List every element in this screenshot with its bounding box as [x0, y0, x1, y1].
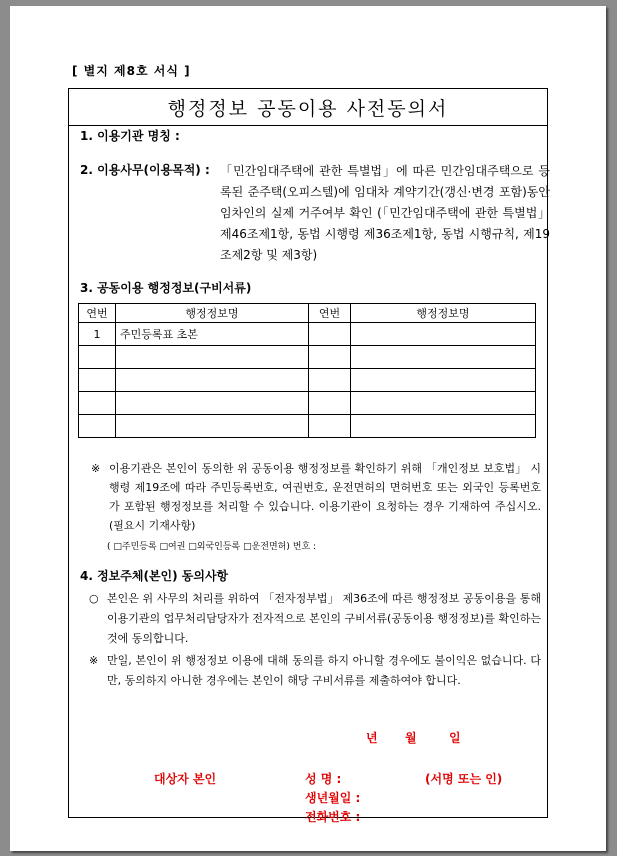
- birthdate-label: 생년월일 :: [305, 791, 361, 805]
- table-cell: 주민등록표 초본: [116, 323, 309, 346]
- date-year-label: 년: [366, 731, 378, 745]
- table-cell: [309, 369, 351, 392]
- page-title: 행정정보 공동이용 사전동의서: [167, 97, 449, 120]
- table-cell: [351, 415, 536, 438]
- table-row: [79, 346, 536, 369]
- document-page: [10, 6, 606, 851]
- table-cell: [79, 369, 116, 392]
- table-row: [79, 369, 536, 392]
- table-cell: [309, 346, 351, 369]
- sign-note: (서명 또는 인): [425, 772, 503, 786]
- note-mark: ※: [91, 462, 101, 475]
- table-cell: [116, 392, 309, 415]
- admin-info-table: [78, 303, 536, 438]
- table-cell: [351, 392, 536, 415]
- table-cell: [79, 346, 116, 369]
- consent-text: 본인은 위 사무의 처리를 위하여 「전자정부법」 제36조에 따른 행정정보 공동이용을 통해 이용기관의 업무처리담당자가 전자적으로 본인의 구비서류(공동이용 행정정보)를 확인하는 것에 동의합니다.: [107, 592, 541, 645]
- date-day-label: 일: [449, 731, 461, 745]
- id-type-checkboxes[interactable]: ( □주민등록 □여권 □외국인등록 □운전면허) 번호 :: [107, 542, 317, 552]
- form-frame: [68, 88, 550, 824]
- table-cell: [116, 369, 309, 392]
- table-cell: [351, 323, 536, 346]
- org-name-label: 1. 이용기관 명칭 :: [80, 129, 180, 143]
- table-cell: [351, 346, 536, 369]
- purpose-text: 「민간임대주택에 관한 특별법」에 따른 민간임대주택으로 등록된 준주택(오피스텔)에 임대차 계약기간(갱신·변경 포함)동안 임차인의 실제 거주여부 확인 (「민간임대주택에 관한 특별법」 제46조제1항, 동법 시행령 제36조제1항, 동법 시행규칙, 제19조제2항 및 제3항): [220, 164, 550, 262]
- form-number-label: [ 별지 제8호 서식 ]: [72, 64, 191, 78]
- header-no-2: 연번: [309, 304, 351, 323]
- header-name-1: 행정정보명: [116, 304, 309, 323]
- table-cell: [309, 415, 351, 438]
- name-label: 성 명 :: [305, 772, 342, 786]
- table-cell: [116, 346, 309, 369]
- header-name-2: 행정정보명: [351, 304, 536, 323]
- table-cell: [79, 392, 116, 415]
- disclaimer-text: 만일, 본인이 위 행정정보 이용에 대해 동의를 하지 아니할 경우에도 불이익은 없습니다. 다만, 동의하지 아니한 경우에는 본인이 해당 구비서류를 제출하여야 합니다.: [107, 654, 541, 687]
- table-cell: 1: [79, 323, 116, 346]
- header-no-1: 연번: [79, 304, 116, 323]
- purpose-label: 2. 이용사무(이용목적) :: [80, 163, 210, 177]
- table-row: [79, 415, 536, 438]
- subject-label: 대상자 본인: [154, 772, 217, 786]
- table-header-row: [79, 304, 536, 323]
- table-cell: [116, 415, 309, 438]
- section3-title: 3. 공동이용 행정정보(구비서류): [80, 281, 252, 295]
- table-cell: [309, 323, 351, 346]
- phone-label: 전화번호 :: [305, 810, 361, 824]
- table-row: [79, 323, 536, 346]
- id-number-note: [91, 459, 541, 535]
- table-cell: [309, 392, 351, 415]
- section4-title: 4. 정보주체(본인) 동의사항: [80, 569, 229, 583]
- table-row: [79, 392, 536, 415]
- note-text: 이용기관은 본인이 동의한 위 공동이용 행정정보를 확인하기 위해 「개인정보 보호법」 시행령 제19조에 따라 주민등록번호, 여권번호, 운전면허의 면허번호 또는 외국인 등록번호가 포함된 행정정보를 처리할 수 있습니다. 이용기관이 요청하는 경우 기재하여 주십시오.(필요시 기재사항): [109, 462, 541, 532]
- table-cell: [79, 415, 116, 438]
- disclaimer-mark: ※: [89, 654, 99, 667]
- consent-mark: ○: [89, 592, 99, 605]
- date-month-label: 월: [405, 731, 417, 745]
- disclaimer-statement: [89, 651, 541, 691]
- table-cell: [351, 369, 536, 392]
- consent-statement: [89, 589, 541, 649]
- title-box: [69, 89, 547, 126]
